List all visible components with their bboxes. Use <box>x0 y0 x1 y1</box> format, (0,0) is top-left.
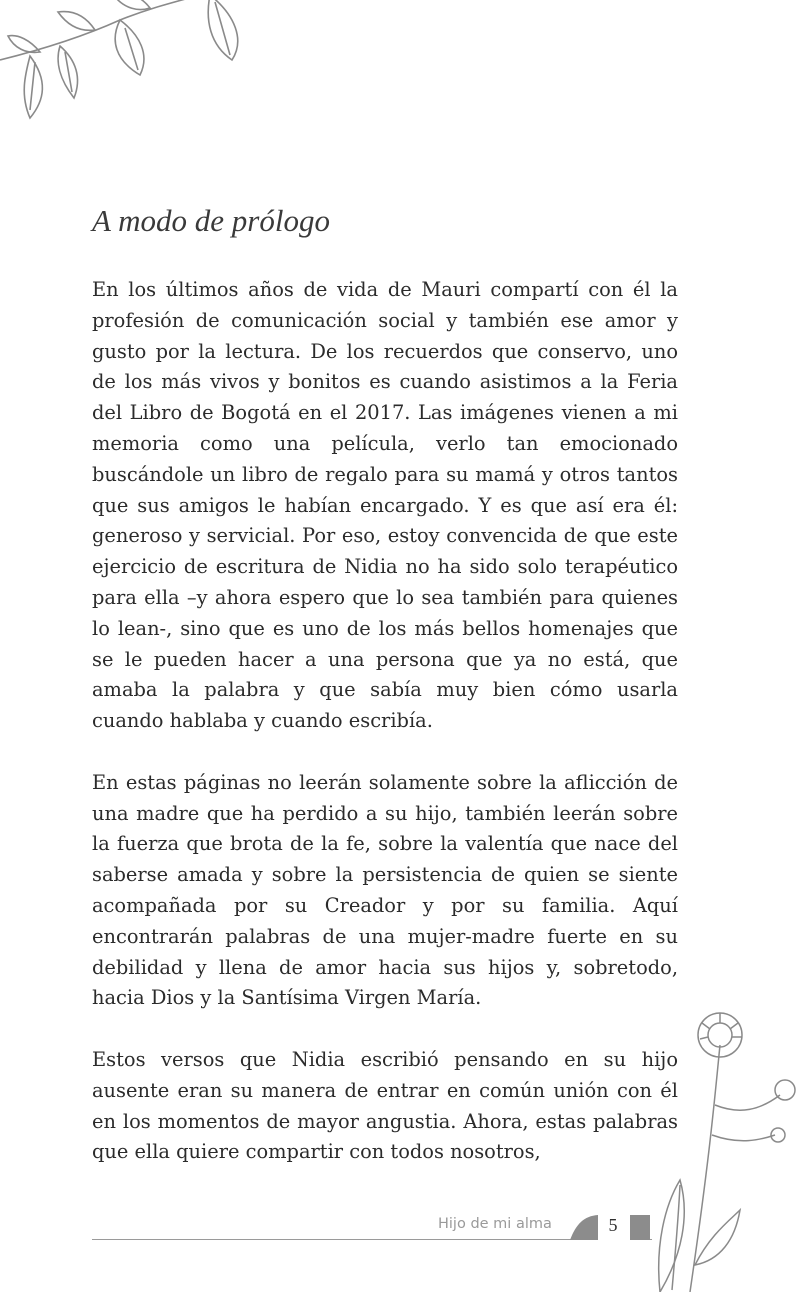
footer-divider <box>92 1239 652 1240</box>
chapter-title: A modo de prólogo <box>92 203 330 238</box>
wildflower-decoration-icon <box>620 1005 800 1292</box>
page-number: 5 <box>608 1215 618 1235</box>
paragraph-1: En los últimos años de vida de Mauri compartí con él la profesión de comunicación social y también ese amor y gusto por la lectura. De los recuerdos que conservo, uno de los más vivos y bonitos es cuando asistimos a la Feria del Libro de Bogotá en el 2017. Las imágenes vienen a mi memoria como una película, verlo tan emocionado buscándole un libro de regalo para su mamá y otros tantos que sus amigos le habían encargado. Y es que así era él: generoso y servicial. Por eso, estoy convencida de que este ejercicio de escritura de Nidia no ha sido solo terapéutico para ella –y ahora espero que lo sea también para quienes lo lean-, sino que es uno de los más bellos homenajes que se le pueden hacer a una persona que ya no está, que amaba la palabra y que sabía muy bien cómo usarla cuando hablaba y cuando escribía. <box>92 278 678 733</box>
body-text <box>92 275 678 1199</box>
running-footer-title: Hijo de mi alma <box>438 1216 552 1232</box>
paragraph-2: En estas páginas no leerán solamente sobre la aflicción de una madre que ha perdido a su hijo, también leerán sobre la fuerza que brota de la fe, sobre la valentía que nace del saberse amada y sobre la persistencia de quien se siente acompañada por su Creador y por su familia. Aquí encontrarán palabras de una mujer-madre fuerte en su debilidad y llena de amor hacia sus hijos y, sobretodo, hacia Dios y la Santísima Virgen María. <box>92 770 678 1010</box>
paragraph-3: Estos versos que Nidia escribió pensando en su hijo ausente eran su manera de entrar en común unión con él en los momentos de mayor angustia. Ahora, estas palabras que ella quiere compartir con todos nosotros, <box>92 1047 678 1164</box>
leaf-branch-decoration-icon <box>0 0 260 130</box>
